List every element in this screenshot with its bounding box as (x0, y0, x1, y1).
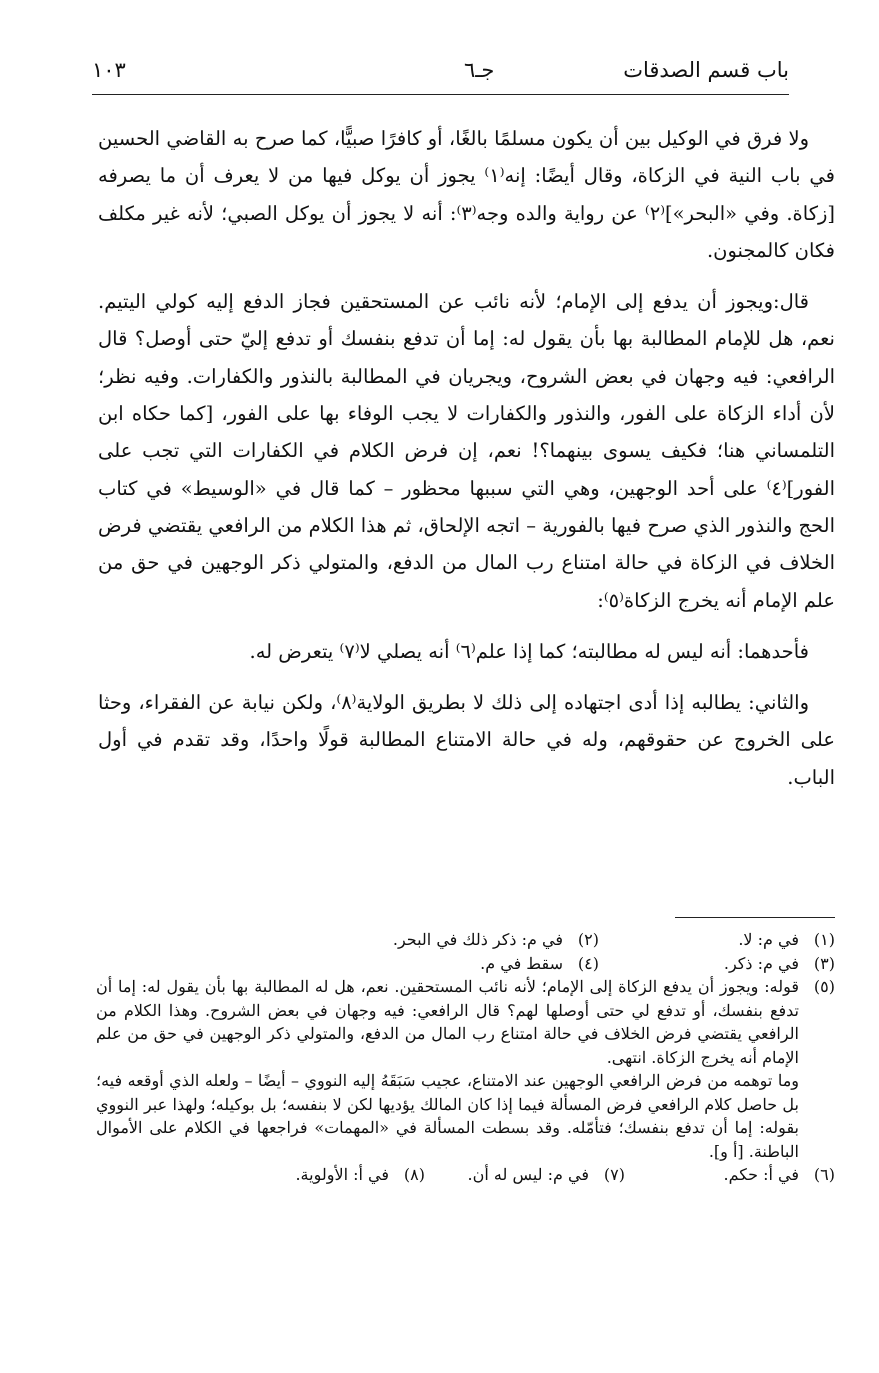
footnote-rule (675, 917, 835, 918)
main-text (98, 120, 835, 796)
header-rule (92, 94, 789, 95)
paragraph-3: فأحدهما: أنه ليس له مطالبته؛ كما إذا علم⁽٦⁾ أنه يصلي لا⁽٧⁾ يتعرض له. (249, 639, 809, 663)
running-header (92, 50, 789, 94)
footnote-text: في م: لا. (738, 930, 799, 949)
footnote (599, 928, 835, 952)
page-number: ١٠٣ (92, 58, 126, 82)
footnote-number: (٥) (813, 977, 835, 996)
footnote-text: سقط في م. (480, 953, 563, 973)
footnote-number: (٢) (577, 930, 599, 949)
footnote-number: (٤) (577, 953, 599, 973)
footnote (599, 952, 835, 976)
footnote-number: (٨) (403, 1165, 425, 1184)
footnote-number: (١) (813, 930, 835, 949)
footnote-text: في أ: الأولوية. (295, 1165, 389, 1184)
footnote-5 (96, 975, 835, 1163)
paragraph-4: والثاني: يطالبه إذا أدى اجتهاده إلى ذلك لا بطريق الولاية⁽٨⁾، ولكن نيابة عن الفقراء، وحثا على الخروج عن حقوقهم، وله في حالة الامتناع المطالبة قولًا واحدًا، وقد تقدم في أول الباب. (98, 691, 835, 789)
footnote-row (96, 952, 835, 976)
footnote (425, 1163, 625, 1187)
footnote (225, 1163, 425, 1187)
paragraph-2: قال:ويجوز أن يدفع إلى الإمام؛ لأنه نائب عن المستحقين فجاز الدفع إليه كولي اليتيم. نعم، هل للإمام المطالبة بها بأن يقول له: إما أن تدفع بنفسك أو تدفع إليّ حتى أوصل؟ قال الرافعي: فيه وجهان في بعض الشروح، ويجريان في المطالبة بالنذور والكفارات. وفيه نظر؛ لأن أداء الزكاة على الفور، والنذور والكفارات لا يجب الوفاء بها على الفور، [كما حكاه ابن التلمساني هنا؛ فكيف يسوى بينهما؟! نعم، إن فرض الكلام في الكفارات التي تجب على الفور]⁽٤⁾ على أحد الوجهين، وهي التي سببها محظور – كما قال في «الوسيط» في كتاب الحج والنذور الذي صرح فيها بالفورية – اتجه الإلحاق، ثم هذا الكلام من الرافعي يقتضي فرض الخلاف في الزكاة في حالة امتناع رب المال من الدفع، والمتولي ذكر الوجهين في حق من علم الإمام أنه يخرج الزكاة⁽٥⁾: (98, 290, 835, 612)
footnote (363, 952, 599, 976)
volume-label: جـ٦ (464, 58, 495, 82)
paragraph-1: ولا فرق في الوكيل بين أن يكون مسلمًا بالغًا، أو كافرًا صبيًّا، كما صرح به القاضي الحسين في باب النية في الزكاة، وقال أيضًا: إنه⁽١⁾ يجوز أن يوكل فيها من لا يعرف أن ما يصرفه [زكاة. وفي «البحر»]⁽٢⁾ عن رواية والده وجه⁽٣⁾: أنه لا يجوز أن يوكل الصبي؛ لأنه غير مكلف فكان كالمجنون. (98, 127, 836, 262)
footnote-number: (٧) (603, 1165, 625, 1184)
footnote-number: (٣) (813, 953, 835, 973)
footnote-text: في م: ليس له أن. (467, 1165, 589, 1184)
footnote-text: وما توهمه من فرض الرافعي الوجهين عند الامتناع، عجيب سَبَقَهُ إليه النووي – أيضًا – ولعله الذي أوقعه فيه؛ بل حاصل كلام الرافعي فرض المسألة فيما إذا كان المالك يؤديها لكن لا بنفسه؛ بل بوكيله؛ ولهذا عبر النووي بقوله: إما أن تدفع بنفسك؛ فتأمّله. وقد بسطت المسألة في «المهمات» فراجعها في الكلام على الأموال الباطنة. [أ و]. (96, 1071, 799, 1161)
footnote-text: في أ: حكم. (723, 1165, 799, 1184)
footnote-body (96, 975, 799, 1163)
footnote-text: قوله: ويجوز أن يدفع الزكاة إلى الإمام؛ لأنه نائب المستحقين. نعم، هل له المطالبة بها بأن يقول له: إما أن تدفع بنفسك، أو تدفع لي حتى أوصلها لهم؟ قال الرافعي: فيه وجهان في بعض الشروح. وهذا الكلام من الرافعي يقتضي فرض الخلاف في حالة امتناع رب المال من الدفع، والمتولي ذكر الوجهين في حق من علم الإمام أنه يخرج الزكاة. انتهى. (96, 977, 799, 1067)
footnote-row (96, 928, 835, 952)
footnote (363, 928, 599, 952)
footnote-number: (٦) (813, 1165, 835, 1184)
chapter-title: باب قسم الصدقات (623, 58, 789, 82)
footnote-text: في م: ذكر ذلك في البحر. (392, 930, 563, 949)
footnote-row (96, 1163, 835, 1187)
footnote-text: في م: ذكر. (723, 953, 799, 973)
footnote (625, 1163, 835, 1187)
footnotes (96, 928, 835, 1187)
